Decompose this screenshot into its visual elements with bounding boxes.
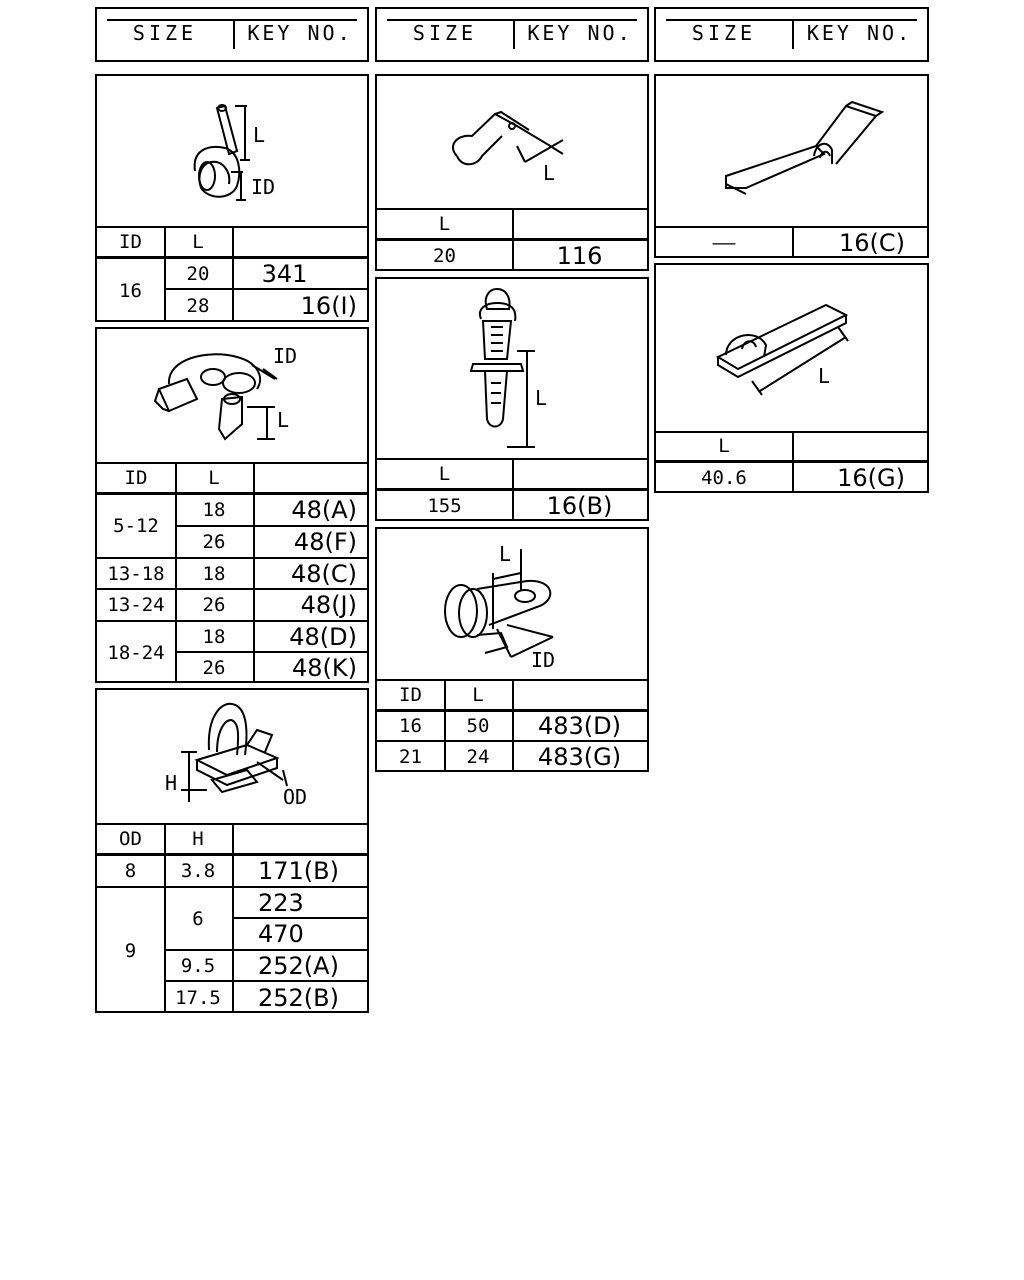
panel-push-clip	[95, 688, 369, 1013]
column-header-1	[95, 7, 369, 62]
panel-push-rivet	[375, 277, 649, 521]
table-cell-h: 17.5	[175, 986, 221, 1009]
dim-label-l: L	[253, 123, 266, 147]
panel-hook-clip	[375, 74, 649, 271]
table-cell-l: 18	[202, 562, 226, 585]
push-rivet-drawing	[377, 279, 647, 459]
header-size-label: SIZE	[132, 21, 198, 45]
table-cell-l: 18	[202, 625, 226, 648]
table-cell-key: 16(C)	[838, 229, 905, 257]
pipe-clamp-drawing	[97, 76, 367, 226]
panel-double-clip	[95, 327, 369, 683]
table-cell-l: 26	[202, 594, 226, 616]
panel-pipe-clamp	[95, 74, 369, 322]
col-header-l: L	[718, 435, 730, 457]
table-cell-l: 20	[433, 245, 456, 267]
table-cell-key: 48(A)	[291, 496, 357, 524]
table-cell-key: 483(D)	[537, 712, 621, 740]
table-cell-l: 40.6	[701, 467, 747, 489]
table-cell-l: 20	[186, 262, 210, 285]
dim-label-id: ID	[251, 175, 276, 199]
col-header-l: L	[192, 231, 204, 253]
panel-edge-strap-clip	[654, 263, 929, 493]
table-cell-key: 223	[258, 888, 304, 917]
table-cell-l: 50	[466, 715, 490, 737]
header-key-label: KEY NO.	[527, 21, 633, 45]
col-header-l: L	[438, 463, 451, 485]
table-cell-key: 341	[261, 259, 308, 288]
table-cell-id: 21	[399, 746, 422, 768]
col-header-id: ID	[399, 684, 422, 706]
table-cell-key: 16(G)	[837, 464, 905, 492]
table-cell-l: 28	[186, 295, 210, 317]
table-cell-key: 116	[556, 242, 603, 270]
strap-clip-drawing	[656, 76, 926, 226]
dim-label-h: H	[165, 771, 178, 795]
double-clip-drawing	[97, 329, 367, 462]
header-key-label: KEY NO.	[247, 21, 353, 45]
table-cell-key: 48(C)	[290, 559, 357, 588]
table-cell-h: 3.8	[180, 860, 216, 882]
p-clamp-drawing	[377, 529, 647, 679]
table-cell-id: 16	[119, 279, 142, 302]
table-cell-id: 18-24	[107, 641, 165, 664]
dim-label-l: L	[543, 161, 556, 185]
table-cell-l: 155	[427, 495, 462, 517]
table-cell-key: 16(I)	[300, 292, 357, 320]
table-cell-key: 48(F)	[293, 528, 357, 556]
table-cell-l: 26	[202, 531, 226, 553]
col-header-od: OD	[119, 828, 142, 850]
push-clip-drawing	[97, 690, 367, 824]
dim-label-id: ID	[531, 648, 556, 672]
table-cell-od: 9	[124, 939, 137, 962]
table-cell-id: 5-12	[113, 515, 159, 537]
hook-clip-drawing	[377, 76, 647, 209]
dim-label-id: ID	[273, 344, 298, 368]
edge-strap-clip-drawing	[656, 265, 926, 431]
table-cell-key: 252(A)	[258, 951, 339, 980]
table-cell-key: 16(B)	[546, 492, 613, 520]
col-header-l: L	[438, 213, 451, 235]
table-cell-key: 48(K)	[291, 654, 357, 682]
col-header-id: ID	[124, 467, 148, 489]
table-cell-id: 16	[399, 715, 422, 737]
table-cell-l: 18	[202, 499, 226, 521]
panel-strap-clip	[654, 74, 929, 258]
dim-label-l: L	[535, 386, 548, 410]
table-cell-id: 13-18	[107, 562, 165, 585]
col-header-id: ID	[119, 231, 142, 253]
panel-p-clamp	[375, 527, 649, 772]
col-header-h: H	[192, 828, 204, 850]
col-header-l: L	[208, 467, 220, 489]
dim-label-l: L	[499, 542, 512, 566]
table-cell-h: 6	[192, 907, 204, 930]
table-cell-size: ——	[712, 232, 736, 254]
column-header-2	[375, 7, 649, 62]
col-header-l: L	[472, 684, 484, 706]
table-cell-key: 483(G)	[537, 743, 622, 771]
table-cell-key: 48(D)	[289, 622, 357, 651]
dim-label-l: L	[818, 364, 831, 388]
dim-label-l: L	[277, 408, 290, 432]
header-size-label: SIZE	[691, 21, 757, 45]
table-cell-l: 26	[202, 657, 226, 679]
table-cell-key: 470	[258, 920, 304, 948]
header-size-label: SIZE	[412, 21, 478, 45]
table-cell-od: 8	[124, 860, 137, 882]
column-header-3	[654, 7, 929, 62]
table-cell-key: 48(J)	[300, 591, 357, 619]
dim-label-od: OD	[283, 785, 308, 809]
table-cell-id: 13-24	[107, 594, 165, 616]
table-cell-key: 171(B)	[258, 857, 339, 885]
table-cell-l: 24	[466, 746, 490, 768]
table-cell-key: 252(B)	[258, 983, 339, 1012]
table-cell-h: 9.5	[180, 954, 216, 977]
header-key-label: KEY NO.	[806, 21, 913, 45]
